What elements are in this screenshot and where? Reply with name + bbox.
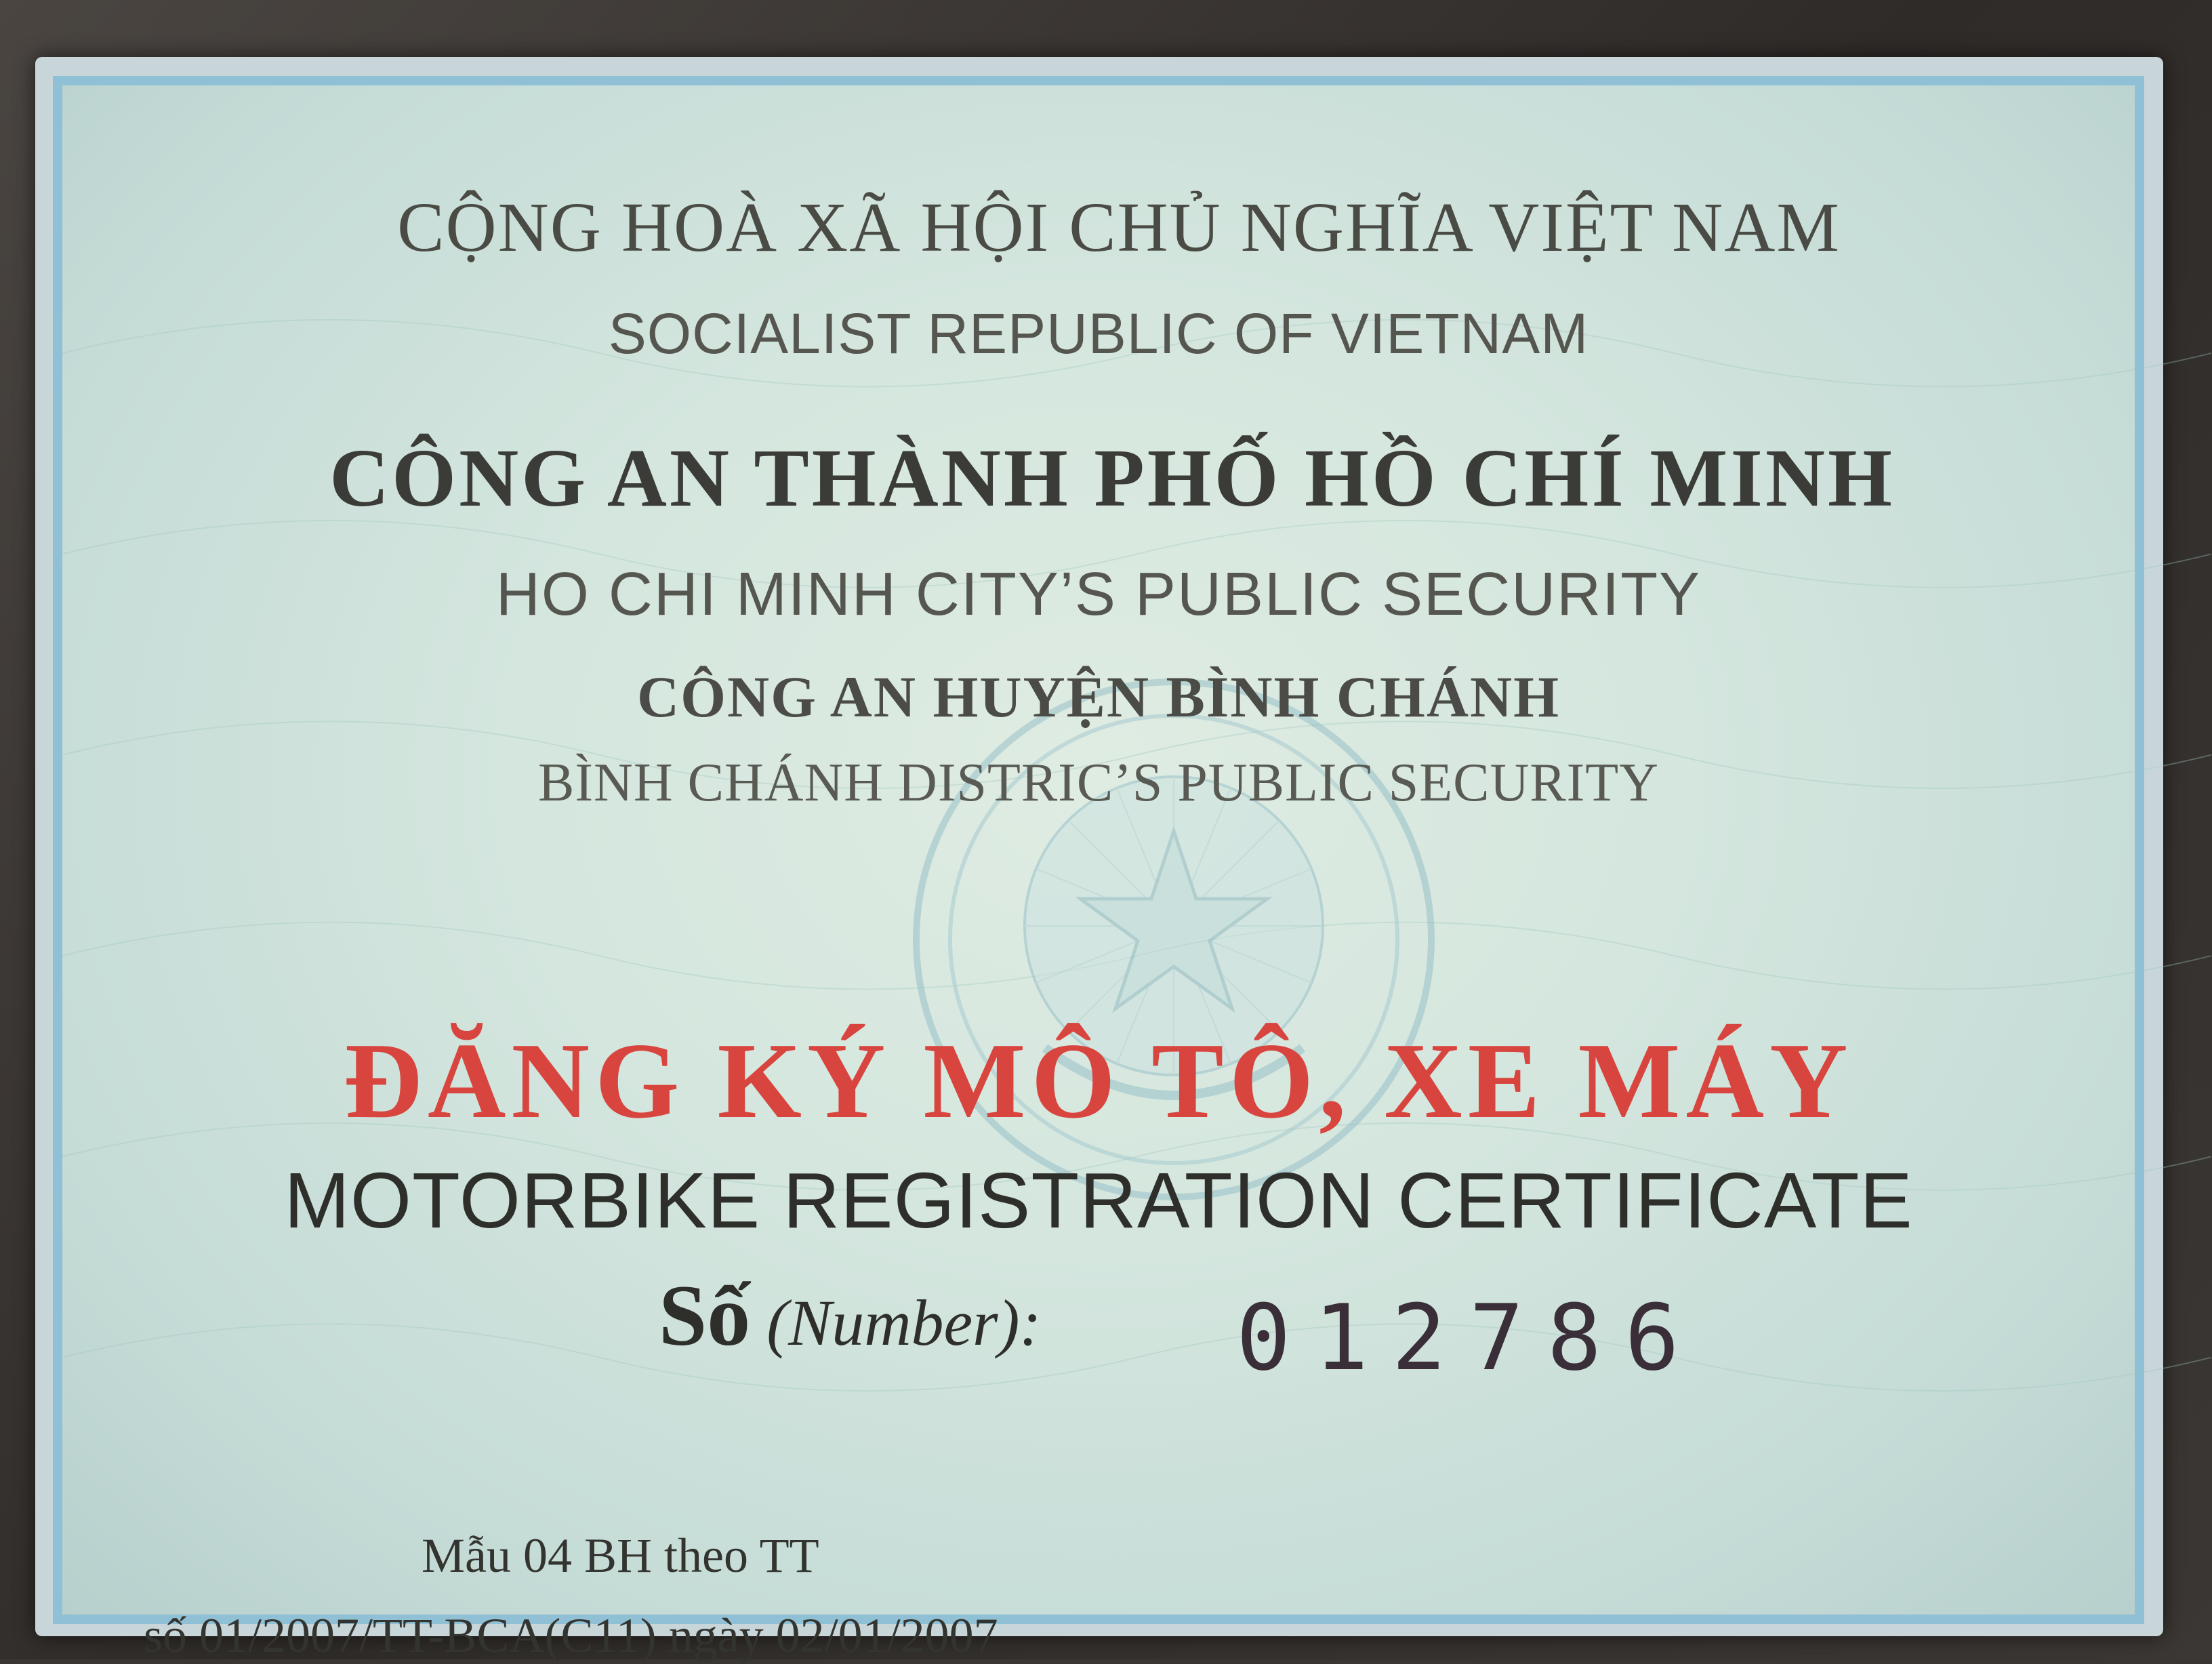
district-name-vn: CÔNG AN HUYỆN BÌNH CHÁNH [637, 664, 1560, 729]
registration-card [53, 76, 2144, 1663]
agency-name-en: HO CHI MINH CITY’S PUBLIC SECURITY [495, 561, 1702, 628]
number-sub-label: (Number): [766, 1286, 1042, 1359]
country-name-en: SOCIALIST REPUBLIC OF VIETNAM [608, 302, 1589, 365]
document-title-en: MOTORBIKE REGISTRATION CERTIFICATE [284, 1156, 1913, 1244]
form-reference-line2: số 01/2007/TT-BCA(C11) ngày 02/01/2007 [144, 1608, 998, 1663]
registration-number: 012786 [1236, 1285, 1703, 1391]
number-label-group [659, 1266, 1041, 1366]
district-name-en: BÌNH CHÁNH DISTRIC’S PUBLIC SECURITY [538, 753, 1659, 813]
form-reference-line1: Mẫu 04 BH theo TT [422, 1528, 819, 1583]
number-label: Số [659, 1267, 751, 1364]
document-title-vn: ĐĂNG KÝ MÔ TÔ, XE MÁY [344, 1020, 1853, 1141]
agency-name-vn: CÔNG AN THÀNH PHỐ HỒ CHÍ MINH [329, 432, 1895, 524]
country-name-vn: CỘNG HOÀ XÃ HỘI CHỦ NGHĨA VIỆT NAM [397, 188, 1841, 266]
